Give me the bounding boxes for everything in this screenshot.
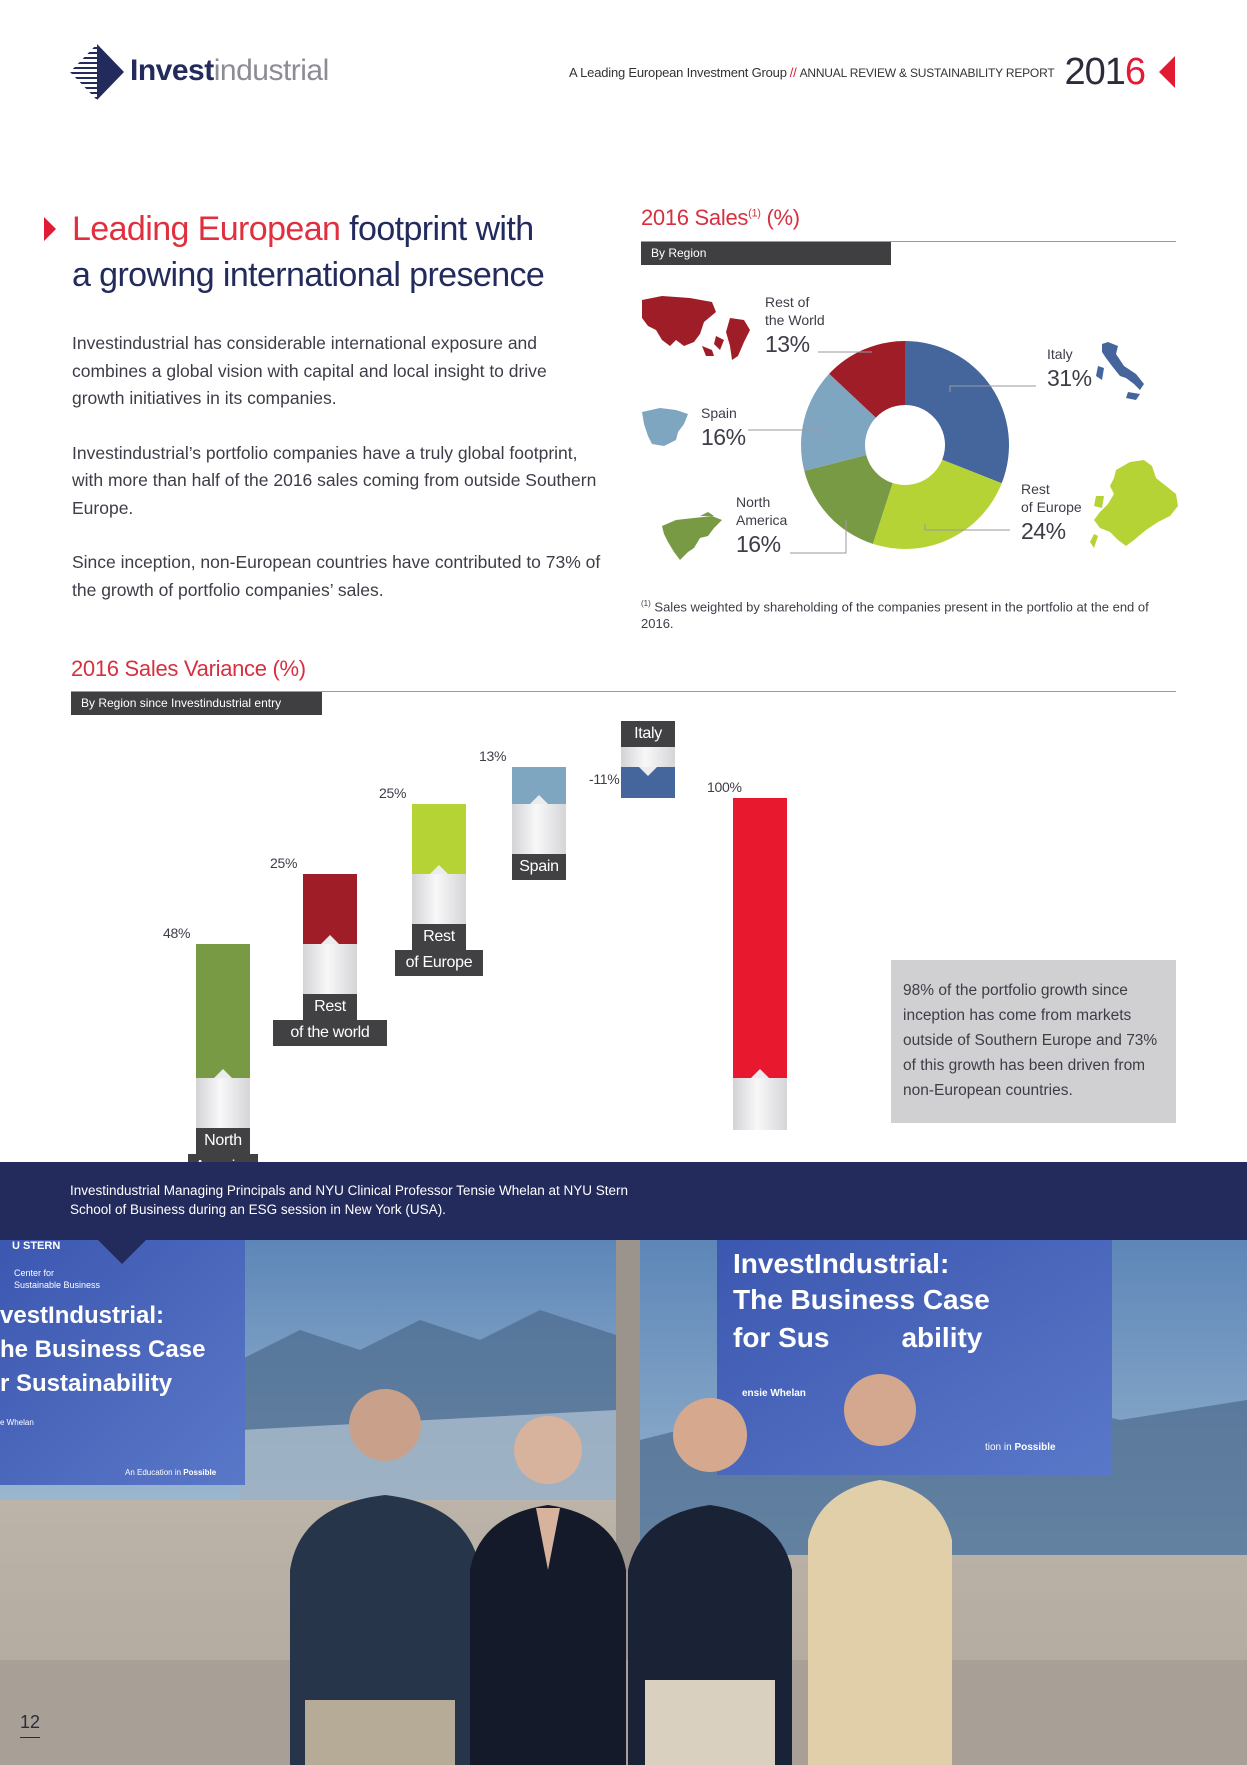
right-slide-line: InvestIndustrial: bbox=[733, 1248, 950, 1279]
report-year: 2016 bbox=[1064, 50, 1145, 93]
north-america-map-icon bbox=[662, 512, 722, 560]
chevron-icon bbox=[214, 1069, 232, 1078]
donut-label-rest-of-world: Rest of the World 13% bbox=[765, 294, 825, 357]
variance-category-label: Spain bbox=[512, 854, 566, 880]
variance-value-label: -11% bbox=[589, 771, 620, 788]
variance-bar-shadow bbox=[196, 1078, 250, 1130]
chevron-icon bbox=[751, 1069, 769, 1078]
chevron-icon bbox=[639, 767, 657, 776]
variance-chart-subtitle: By Region since Investindustrial entry bbox=[71, 692, 322, 715]
donut-label-rest-of-europe: Rest of Europe 24% bbox=[1021, 481, 1082, 544]
left-slide-footer: An Education in Possible bbox=[125, 1468, 217, 1477]
variance-bar-shadow bbox=[512, 804, 566, 856]
left-slide-line: r Sustainability bbox=[0, 1370, 173, 1397]
event-photo bbox=[0, 1240, 1247, 1765]
page-headline: Leading European footprint with a growing international presence bbox=[72, 210, 545, 294]
donut-slice-italy bbox=[905, 341, 1009, 483]
variance-bar-shadow bbox=[303, 944, 357, 996]
world-map-icon bbox=[642, 296, 750, 360]
page-number: 12 bbox=[20, 1712, 40, 1738]
left-slide-line: he Business Case bbox=[0, 1336, 206, 1363]
sales-chart-subtitle: By Region bbox=[641, 242, 891, 265]
logo-wordmark: Investindustrial bbox=[130, 54, 329, 87]
variance-value-label: 25% bbox=[379, 784, 407, 801]
donut-label-spain: Spain 16% bbox=[701, 405, 746, 450]
left-slide-line: e Whelan bbox=[0, 1418, 34, 1427]
growth-callout: 98% of the portfolio growth since inception has come from markets outside of Southern Europe and 73% of this growth has been driven from non-European countries. bbox=[891, 960, 1176, 1123]
sales-chart-title: 2016 Sales$^{(1)}$ (%) bbox=[641, 205, 800, 230]
variance-category-label: North bbox=[196, 1128, 250, 1154]
sales-footnote: $^{(1)}$ Sales weighted by shareholding of the companies present in the portfolio at the end of 2016. bbox=[641, 599, 1149, 632]
intro-paragraph: Investindustrial has considerable international exposure and combines a global vision with capital and local insight to drive growth initiatives in its companies. bbox=[72, 333, 547, 408]
variance-bar-value bbox=[412, 804, 466, 874]
variance-category-label: of Europe bbox=[395, 950, 482, 976]
left-slide-line: vestIndustrial: bbox=[0, 1302, 165, 1329]
left-slide-line: U STERN bbox=[12, 1240, 61, 1252]
caption-notch-icon bbox=[98, 1240, 146, 1264]
variance-value-label: 13% bbox=[479, 748, 507, 765]
photo-illustration bbox=[0, 1240, 1247, 1765]
header-tagline: A Leading European Investment Group // ANNUAL REVIEW & SUSTAINABILITY REPORT bbox=[568, 64, 1055, 80]
left-slide-line: Center for bbox=[14, 1268, 55, 1278]
variance-bar-value bbox=[733, 798, 787, 1078]
variance-category-label: of the world bbox=[273, 1020, 386, 1046]
variance-value-label: 48% bbox=[163, 924, 191, 941]
variance-bar-value bbox=[196, 944, 250, 1078]
variance-category-label: Rest bbox=[412, 924, 466, 950]
spain-map-icon bbox=[642, 408, 688, 446]
variance-bar-shadow bbox=[733, 1078, 787, 1130]
left-slide-line: Sustainable Business bbox=[14, 1280, 101, 1290]
variance-bar-shadow bbox=[412, 874, 466, 926]
variance-category-label: Rest bbox=[303, 994, 357, 1020]
italy-map-icon bbox=[1096, 342, 1144, 400]
intro-paragraph: Investindustrial’s portfolio companies have a truly global footprint, with more than half of the 2016 sales coming from outside Southern Europe. bbox=[72, 442, 597, 518]
europe-map-icon bbox=[1090, 460, 1178, 548]
variance-chart-title: 2016 Sales Variance (%) bbox=[71, 656, 306, 681]
intro-paragraph: Since inception, non-European countries have contributed to 73% of the growth of portfolio companies’ sales. bbox=[72, 552, 601, 600]
right-slide-line: for Sus ability bbox=[733, 1322, 983, 1353]
caption-band bbox=[0, 1162, 1247, 1240]
variance-value-label: 100% bbox=[707, 779, 742, 795]
chevron-icon bbox=[321, 935, 339, 944]
variance-category-label: Italy bbox=[621, 721, 675, 747]
chevron-icon bbox=[430, 865, 448, 874]
right-slide-line: The Business Case bbox=[733, 1284, 990, 1315]
variance-value-label: 25% bbox=[270, 854, 298, 871]
variance-bar-value bbox=[303, 874, 357, 944]
right-slide-line: ensie Whelan bbox=[742, 1388, 806, 1399]
photo-caption: Investindustrial Managing Principals and NYU Clinical Professor Tensie Whelan at NYU Stern School of Business during an ESG session in New York (USA). bbox=[70, 1183, 629, 1217]
variance-bar-shadow bbox=[621, 747, 675, 767]
donut-label-italy: Italy 31% bbox=[1047, 346, 1092, 391]
right-slide-footer: tion in Possible bbox=[985, 1442, 1056, 1453]
donut-label-north-america: North America 16% bbox=[736, 494, 788, 557]
chevron-icon bbox=[530, 795, 548, 804]
